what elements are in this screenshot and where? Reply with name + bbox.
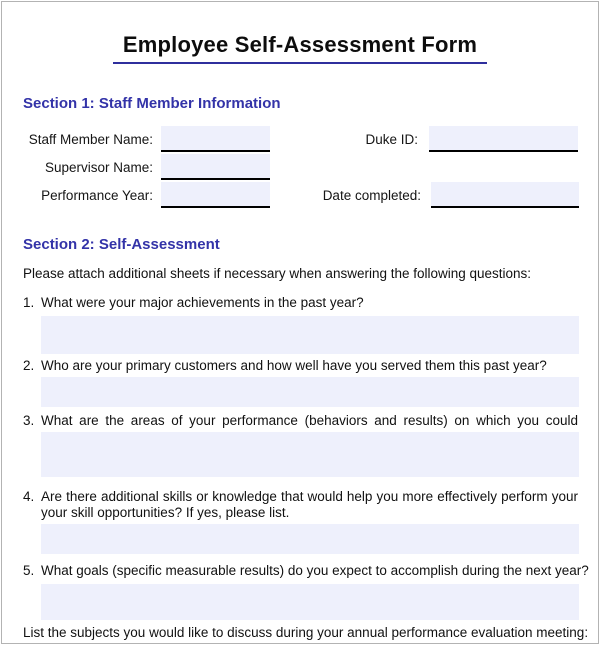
staff-member-name-label: Staff Member Name: <box>28 132 153 147</box>
date-completed-label: Date completed: <box>322 188 421 203</box>
question-1-number: 1. <box>23 295 35 310</box>
supervisor-name-input[interactable] <box>161 154 270 180</box>
closing-prompt: List the subjects you would like to discuss during your annual performance evaluation meeting: <box>23 625 589 640</box>
answer-box-q3[interactable] <box>41 432 579 477</box>
answer-box-q2[interactable] <box>41 377 579 407</box>
performance-year-input[interactable] <box>161 182 270 208</box>
answer-box-q5[interactable] <box>41 584 579 620</box>
page-title: Employee Self-Assessment Form <box>122 32 478 57</box>
section1-heading: Section 1: Staff Member Information <box>23 95 281 112</box>
question-5-number: 5. <box>23 563 35 578</box>
question-2-text: Who are your primary customers and how well have you served them this past year? <box>41 358 547 373</box>
title-underline <box>113 62 487 64</box>
question-4-text-line2: your skill opportunities? If yes, please list. <box>41 505 290 520</box>
question-1-text: What were your major achievements in the past year? <box>41 295 364 310</box>
supervisor-name-label: Supervisor Name: <box>44 160 153 175</box>
form-header <box>2 2 598 64</box>
duke-id-label: Duke ID: <box>365 132 418 147</box>
answer-box-q4[interactable] <box>41 524 579 554</box>
question-4-text-line1: Are there additional skills or knowledge that would help you more effectively perform your <box>41 489 578 504</box>
form-page <box>1 1 599 644</box>
question-3 <box>23 413 598 429</box>
date-completed-input[interactable] <box>431 182 579 208</box>
question-4 <box>23 489 598 521</box>
question-5-text: What goals (specific measurable results) do you expect to accomplish during the next year? <box>41 563 589 578</box>
section2-heading: Section 2: Self-Assessment <box>23 236 220 253</box>
staff-info-fields <box>2 126 598 214</box>
question-3-number: 3. <box>23 413 35 428</box>
performance-year-label: Performance Year: <box>41 188 153 203</box>
question-5 <box>23 563 598 579</box>
section2-intro: Please attach additional sheets if necessary when answering the following questions: <box>23 266 532 281</box>
question-2 <box>23 358 598 374</box>
duke-id-input[interactable] <box>429 126 578 152</box>
question-1 <box>23 295 598 311</box>
question-3-text: What are the areas of your performance (behaviors and results) on which you could <box>41 413 578 428</box>
answer-box-q1[interactable] <box>41 316 579 354</box>
staff-member-name-input[interactable] <box>161 126 270 152</box>
question-2-number: 2. <box>23 358 35 373</box>
question-4-number: 4. <box>23 489 35 504</box>
